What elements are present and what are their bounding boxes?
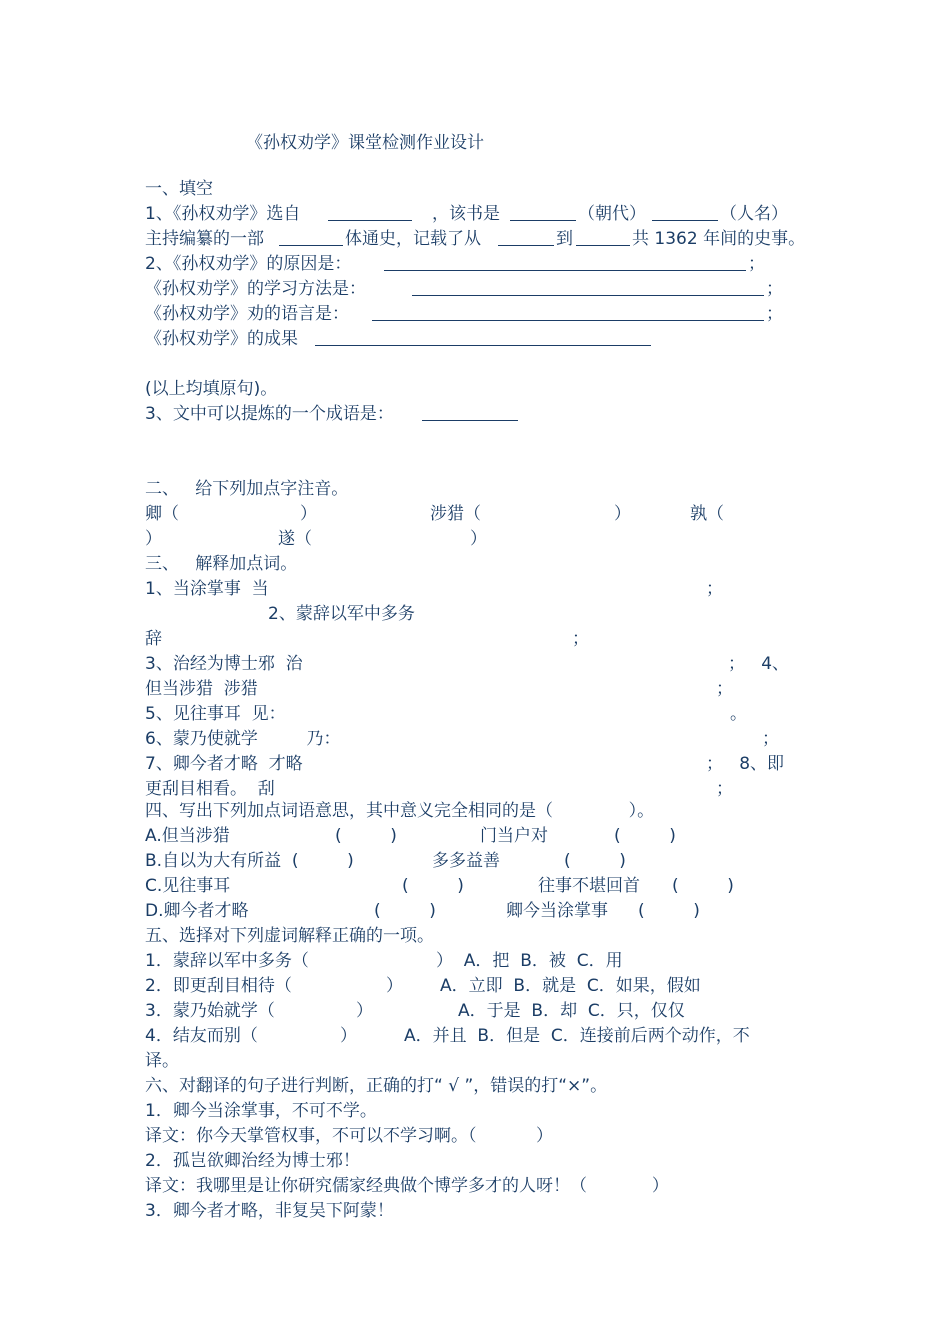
option-b-compare: 多多益善 [432, 851, 500, 871]
explain-item: 3、治经为博士邪 治 [145, 654, 303, 674]
judge-q1: 1．卿今当涂掌事，不可不学。 [145, 1101, 377, 1121]
judge-t2: 译文：我哪里是让你研究儒家经典做个博学多才的人呀！（ ） [145, 1176, 669, 1196]
option-paren: ( ) [335, 826, 397, 846]
q1-text: 到 [556, 229, 573, 249]
explain-item: 辞 [145, 629, 162, 649]
explain-item: 但当涉猎 涉猎 [145, 679, 258, 699]
choice-q2-options: A．立即 B．就是 C．如果，假如 [440, 976, 701, 996]
choice-q1: 1．蒙辞以军中多务（ [145, 951, 309, 971]
option-paren: ( ) [672, 876, 734, 896]
option-a: A.但当涉猎 [145, 826, 230, 846]
blank-line[interactable] [576, 245, 630, 246]
choice-paren: ） [356, 1001, 373, 1021]
q1-text: （朝代） [578, 204, 646, 224]
explain-item: 5、见往事耳 见： [145, 704, 286, 724]
explain-end: ； [716, 779, 733, 799]
option-a-compare: 门当户对 [480, 826, 548, 846]
semicolon: ； [766, 279, 783, 299]
blank-line[interactable] [422, 420, 518, 421]
choice-paren: ） [386, 976, 403, 996]
option-d: D.卿今者才略 [145, 901, 249, 921]
q1-text: 共 1362 年间的史事。 [632, 229, 806, 249]
judge-q2: 2．孤岂欲卿治经为博士邪！ [145, 1151, 360, 1171]
blank-line[interactable] [510, 220, 576, 221]
q1-text: 体通史，记载了从 [345, 229, 481, 249]
blank-line[interactable] [652, 220, 718, 221]
choice-q3: 3．蒙乃始就学（ [145, 1001, 275, 1021]
q2-text: 《孙权劝学》的成果 [145, 329, 298, 349]
option-d-compare: 卿今当涂掌事 [506, 901, 608, 921]
pinyin-paren: ） [470, 529, 487, 549]
explain-end: ； [716, 679, 733, 699]
q1-text: 主持编纂的一部 [145, 229, 264, 249]
judge-t1: 译文：你今天掌管权事，不可以不学习啊。（ ） [145, 1126, 553, 1146]
q2-text: 《孙权劝学》的学习方法是： [145, 279, 366, 299]
option-paren: ( ) [614, 826, 676, 846]
section4-heading: 四、写出下列加点词语意思，其中意义完全相同的是（ ）。 [145, 801, 655, 821]
section6-heading: 六、对翻译的句子进行判断，正确的打“ √ ”，错误的打“×”。 [145, 1076, 608, 1096]
pinyin-item: 孰（ [690, 504, 724, 524]
explain-end: 。 [730, 704, 747, 724]
q1-text: ，该书是 [432, 204, 500, 224]
option-c-compare: 往事不堪回首 [538, 876, 640, 896]
explain-end: ； [706, 579, 723, 599]
option-paren: ( ) [402, 876, 464, 896]
option-paren: ( ) [374, 901, 436, 921]
blank-line[interactable] [498, 245, 554, 246]
q1-text: （人名） [720, 204, 788, 224]
section1-heading: 一、填空 [145, 179, 213, 199]
note-text: (以上均填原句)。 [145, 379, 278, 399]
q2-text: 2、《孙权劝学》的原因是： [145, 254, 352, 274]
pinyin-paren: ） [614, 504, 631, 524]
semicolon: ； [766, 304, 783, 324]
explain-end: ； 4、 [728, 654, 790, 674]
pinyin-paren: ） [145, 529, 162, 549]
option-paren: ( ) [638, 901, 700, 921]
pinyin-item: 涉猎（ [430, 504, 481, 524]
pinyin-item: 卿（ [145, 504, 179, 524]
explain-end: ； 8、即 [706, 754, 785, 774]
explain-item: 1、当涂掌事 当 [145, 579, 269, 599]
pinyin-item: 遂（ [278, 529, 312, 549]
explain-item: 2、蒙辞以军中多务 [268, 604, 415, 624]
q1-text: 1、《孙权劝学》选自 [145, 204, 301, 224]
q3-text: 3、文中可以提炼的一个成语是： [145, 404, 394, 424]
page-title: 《孙权劝学》课堂检测作业设计 [246, 133, 484, 153]
explain-item: 更刮目相看。 刮 [145, 779, 275, 799]
semicolon: ； [748, 254, 765, 274]
option-b: B.自以为大有所益 ( ) [145, 851, 354, 871]
blank-line[interactable] [372, 320, 764, 321]
choice-q4-options-cont: 译。 [145, 1051, 179, 1071]
judge-q3: 3．卿今者才略，非复吴下阿蒙！ [145, 1201, 394, 1221]
blank-line[interactable] [328, 220, 412, 221]
choice-q3-options: A．于是 B．却 C．只，仅仅 [458, 1001, 685, 1021]
q2-text: 《孙权劝学》劝的语言是： [145, 304, 349, 324]
choice-q1-options: ） A．把 B．被 C．用 [436, 951, 623, 971]
blank-line[interactable] [412, 295, 764, 296]
explain-end: ； [762, 729, 779, 749]
section5-heading: 五、选择对下列虚词解释正确的一项。 [145, 926, 434, 946]
choice-q4-options: A．并且 B．但是 C．连接前后两个动作，不 [404, 1026, 750, 1046]
blank-line[interactable] [279, 245, 343, 246]
section2-heading: 二、 给下列加点字注音。 [145, 479, 349, 499]
blank-line[interactable] [384, 270, 746, 271]
choice-q2: 2．即更刮目相待（ [145, 976, 292, 996]
blank-line[interactable] [315, 345, 651, 346]
section3-heading: 三、 解释加点词。 [145, 554, 298, 574]
option-c: C.见往事耳 [145, 876, 231, 896]
choice-paren: ） [340, 1026, 357, 1046]
choice-q4: 4．结友而别（ [145, 1026, 258, 1046]
explain-item: 7、卿今者才略 才略 [145, 754, 303, 774]
explain-end: ； [572, 629, 589, 649]
pinyin-paren: ） [300, 504, 317, 524]
explain-item: 6、蒙乃使就学 乃： [145, 729, 341, 749]
option-paren: ( ) [564, 851, 626, 871]
